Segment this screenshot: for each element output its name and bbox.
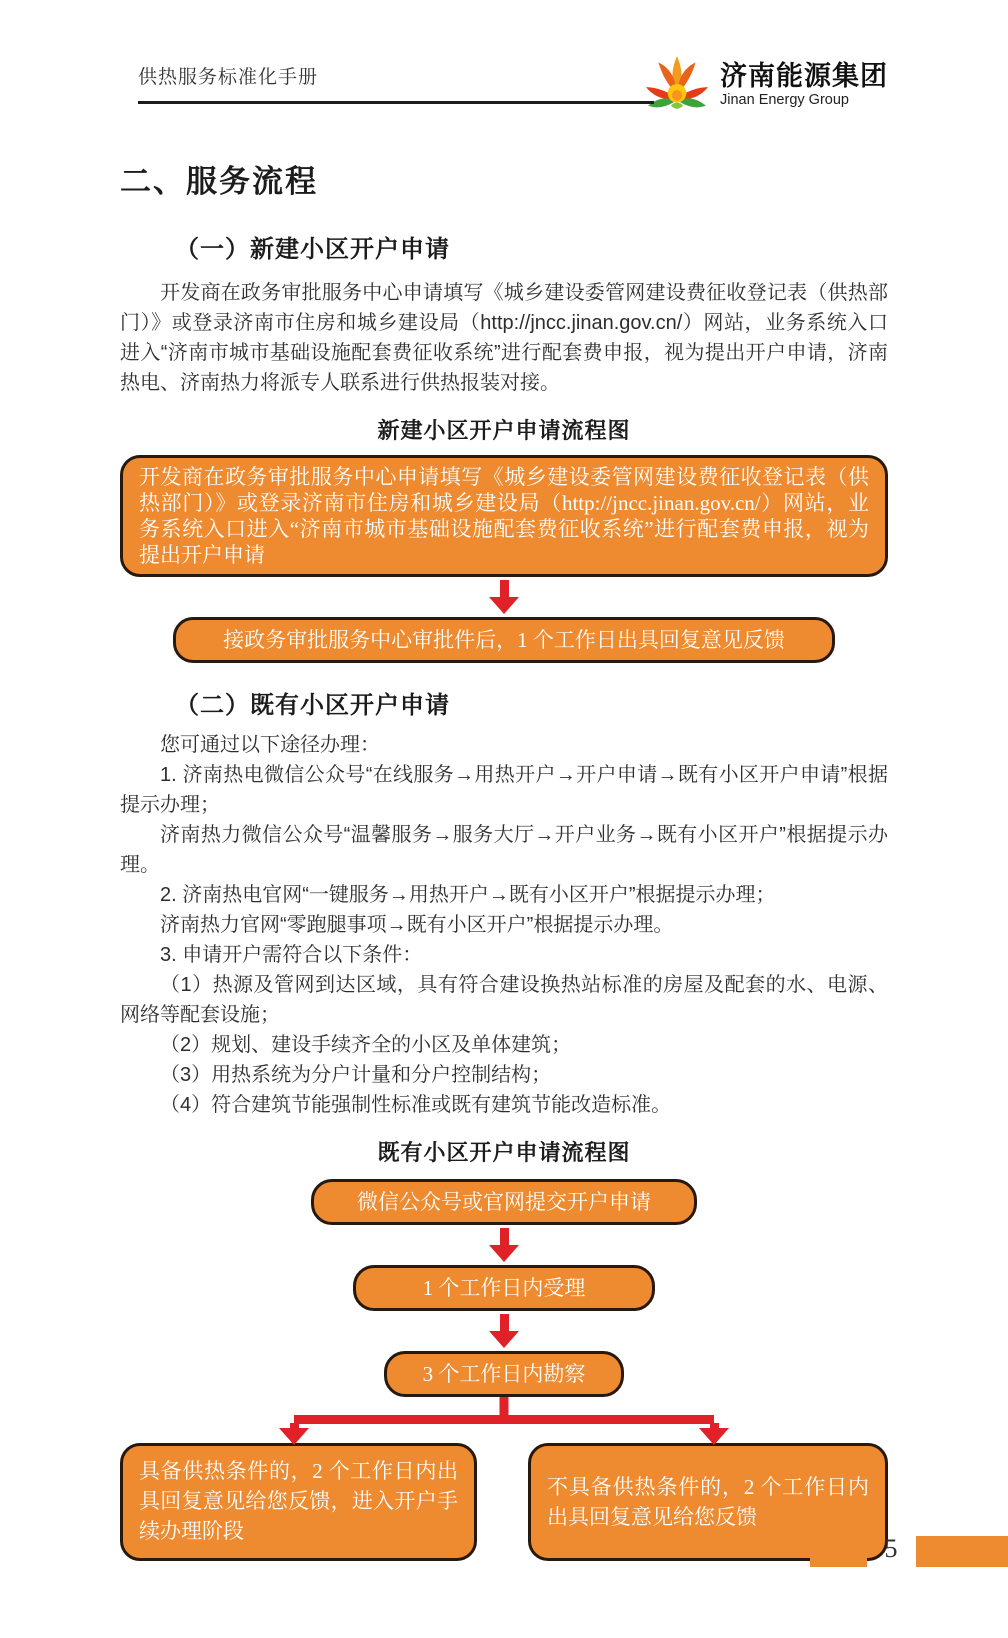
brand-block bbox=[644, 54, 888, 116]
flow-arrow-down-icon bbox=[279, 1423, 309, 1445]
body-paragraph: （2）规划、建设手续齐全的小区及单体建筑； bbox=[160, 1034, 572, 1056]
flowchart-1-step-1: 开发商在政务审批服务中心申请填写《城乡建设委管网建设费征收登记表（供热部门）》或登录济南市住房和城乡建设局（http://jncc.jinan.gov.cn/）网站，业务系统入口进入“济南市城市基础设施配套费征收系统”进行配套费申报，视为提出开户申请 bbox=[120, 455, 888, 577]
flow-branch-connector-icon bbox=[294, 1397, 714, 1443]
outcome-negative-text: 不具备供热条件的，2 个工作日内出具回复意见给您反馈 bbox=[547, 1475, 869, 1529]
flowchart-2-outcomes bbox=[120, 1443, 888, 1561]
flowchart-2-title: 既有小区开户申请流程图 bbox=[377, 1140, 631, 1165]
lotus-flame-logo-icon bbox=[644, 54, 710, 116]
section-title: 二、服务流程 bbox=[120, 164, 318, 199]
flow-arrow-down-icon bbox=[489, 1228, 519, 1262]
flowchart-2-outcome-positive: 具备供热条件的，2 个工作日内出具回复意见给您反馈，进入开户手续办理阶段 bbox=[120, 1443, 477, 1561]
brand-text bbox=[720, 61, 888, 109]
subsection-1-heading: （一）新建小区开户申请 bbox=[175, 236, 450, 263]
page-number: 5 bbox=[884, 1534, 898, 1563]
flowchart-2 bbox=[120, 1179, 888, 1561]
subsection-2-body bbox=[120, 730, 888, 1120]
flowchart-2-step-1: 微信公众号或官网提交开户申请 bbox=[311, 1179, 697, 1225]
footer-accent-bar bbox=[810, 1536, 867, 1567]
subsection-2-heading: （二）既有小区开户申请 bbox=[175, 692, 450, 719]
brand-name-en: Jinan Energy Group bbox=[720, 92, 849, 108]
doc-title: 供热服务标准化手册 bbox=[138, 67, 319, 88]
flowchart-1-title: 新建小区开户申请流程图 bbox=[377, 418, 631, 443]
body-paragraph: 您可通过以下途径办理： bbox=[160, 734, 380, 756]
flow-arrow-down-icon bbox=[699, 1423, 729, 1445]
flow-arrow-down-icon bbox=[489, 580, 519, 614]
body-paragraph: 1. 济南热电微信公众号“在线服务→用热开户→开户申请→既有小区开户申请”根据提示办理； bbox=[120, 764, 888, 816]
body-paragraph: 3. 申请开户需符合以下条件： bbox=[160, 944, 423, 966]
page-header bbox=[120, 0, 888, 116]
body-paragraph: （3）用热系统为分户计量和分户控制结构； bbox=[160, 1064, 552, 1086]
body-paragraph: 2. 济南热电官网“一键服务→用热开户→既有小区开户”根据提示办理； bbox=[160, 884, 776, 906]
footer-accent-bar bbox=[916, 1536, 1008, 1567]
body-paragraph: （1）热源及管网到达区域，具有符合建设换热站标准的房屋及配套的水、电源、网络等配套设施； bbox=[120, 974, 888, 1026]
body-paragraph: 济南热力微信公众号“温馨服务→服务大厅→开户业务→既有小区开户”根据提示办理。 bbox=[120, 824, 888, 876]
header-rule bbox=[138, 101, 654, 104]
flowchart-1-step-2: 接政务审批服务中心审批件后，1 个工作日出具回复意见反馈 bbox=[173, 617, 835, 663]
subsection-1-paragraph: 开发商在政务审批服务中心申请填写《城乡建设委管网建设费征收登记表（供热部门）》或登录济南市住房和城乡建设局（http://jncc.jinan.gov.cn/）网站，业务系统入口进入“济南市城市基础设施配套费征收系统”进行配套费申报，视为提出开户申请，济南热电、济南热力将派专人联系进行供热报装对接。 bbox=[120, 282, 888, 394]
flowchart-2-step-3: 3 个工作日内勘察 bbox=[384, 1351, 624, 1397]
brand-name-cn: 济南能源集团 bbox=[720, 61, 888, 91]
flow-arrow-down-icon bbox=[489, 1314, 519, 1348]
flowchart-2-step-2: 1 个工作日内受理 bbox=[353, 1265, 655, 1311]
body-paragraph: 济南热力官网“零跑腿事项→既有小区开户”根据提示办理。 bbox=[160, 914, 674, 936]
body-paragraph: （4）符合建筑节能强制性标准或既有建筑节能改造标准。 bbox=[160, 1094, 672, 1116]
